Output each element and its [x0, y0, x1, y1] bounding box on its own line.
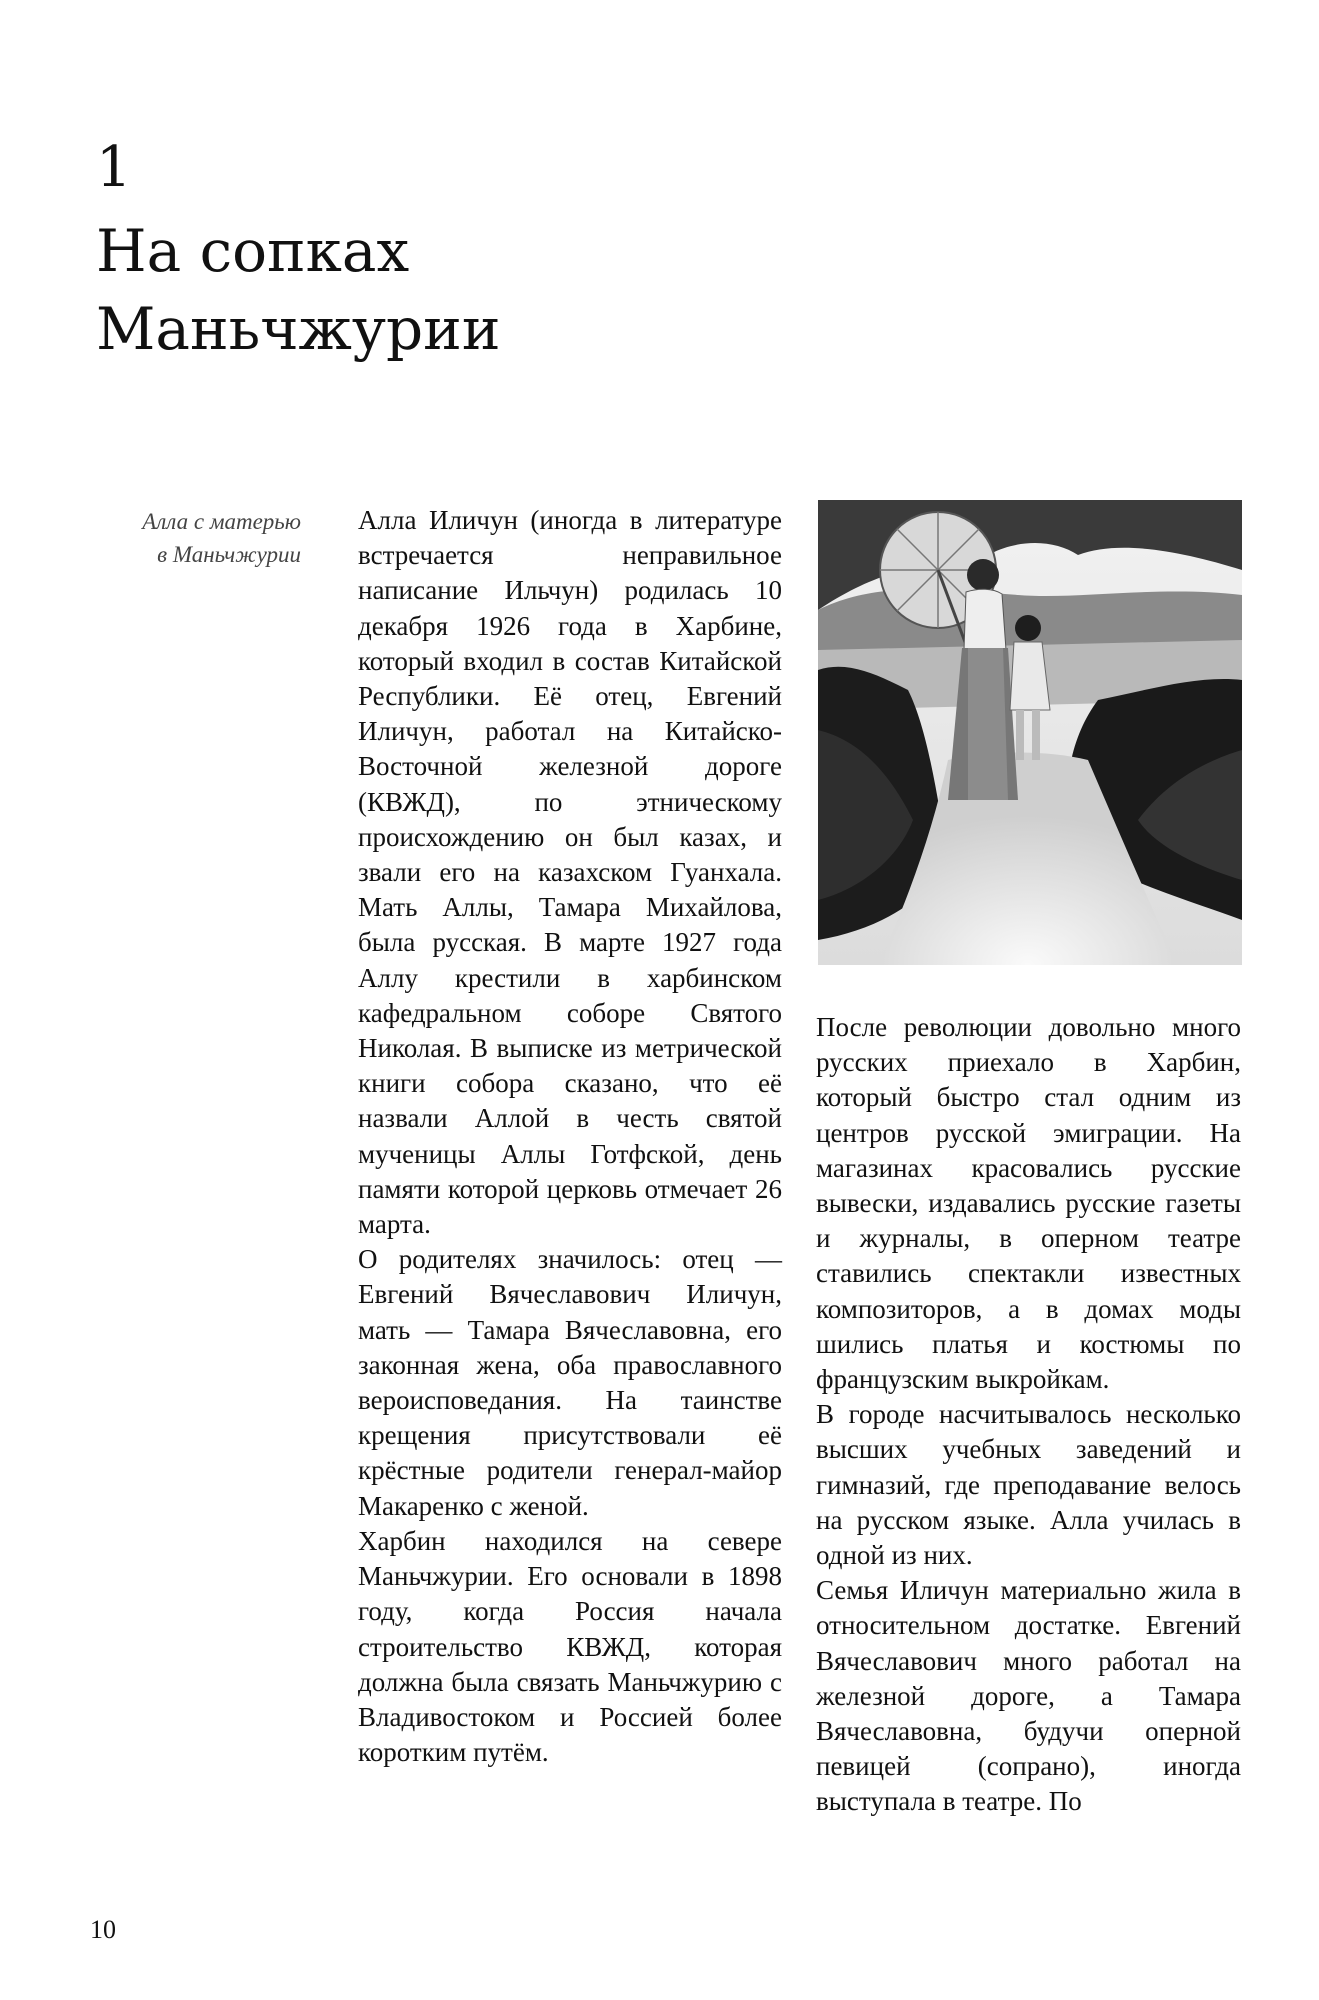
caption-line-2: в Маньчжурии — [157, 542, 301, 567]
right-paragraph-2: В городе насчитывалось несколько высших учебных заведений и гимназий, где преподавание велось на русском языке. Алла училась в одной из них. — [816, 1399, 1241, 1571]
left-paragraph-3: Харбин находился на севере Маньчжурии. Его основали в 1898 году, когда Россия начала строительство КВЖД, которая должна была связать Маньчжурию с Владивостоком и Россией более коротким путём. — [358, 1525, 782, 1768]
right-paragraph-1: После революции довольно много русских приехало в Харбин, который быстро стал одним из центров русской эмиграции. На магазинах красовались русские вывески, издавались русские газеты и журналы, в оперном театре ставились спектакли известных композиторов, а в домах моды шились платья и костюмы по французским выкройкам. — [816, 1012, 1241, 1395]
caption-line-1: Алла с матерью — [142, 509, 301, 534]
chapter-title — [96, 212, 616, 368]
chapter-title-line-1: На сопках — [96, 217, 410, 285]
left-paragraph-1: Алла Иличун (иногда в литературе встречается неправильное написание Ильчун) родилась 10 декабря 1926 года в Харбине, который входил в состав Китайской Республики. Её отец, Евгений Иличун, работал на Китайско-Восточной железной дороге (КВЖД), по этническому происхождению он был казах, и звали его на казахском Гуанхала. Мать Аллы, Тамара Михайлова, была русская. В марте 1927 года Аллу крестили в харбинском кафедральном соборе Святого Николая. В выписке из метрической книги собора сказано, что её назвали Аллой в честь святой мученицы Аллы Готфской, день памяти которой церковь отмечает 26 марта. — [358, 505, 782, 1240]
right-text-column — [816, 1010, 1241, 1820]
left-text-column — [358, 503, 782, 1770]
page-number: 10 — [90, 1915, 116, 1944]
left-paragraph-2: О родителях значилось: отец — Евгений Вячеславович Иличун, мать — Тамара Вячеславовна, его законная жена, оба православного вероисповедания. На таинстве крещения присутствовали её крёстные родители генерал-майор Макаренко с женой. — [358, 1244, 782, 1521]
chapter-number: 1 — [96, 135, 132, 200]
chapter-title-line-2: Маньчжурии — [96, 295, 501, 363]
photo-woman-with-parasol-icon — [818, 500, 1242, 965]
right-paragraph-3: Семья Иличун материально жила в относительном достатке. Евгений Вячеславович много работал на железной дороге, а Тамара Вячеславовна, будучи оперной певицей (сопрано), иногда выступала в театре. По — [816, 1575, 1241, 1817]
photo-caption — [96, 505, 301, 571]
